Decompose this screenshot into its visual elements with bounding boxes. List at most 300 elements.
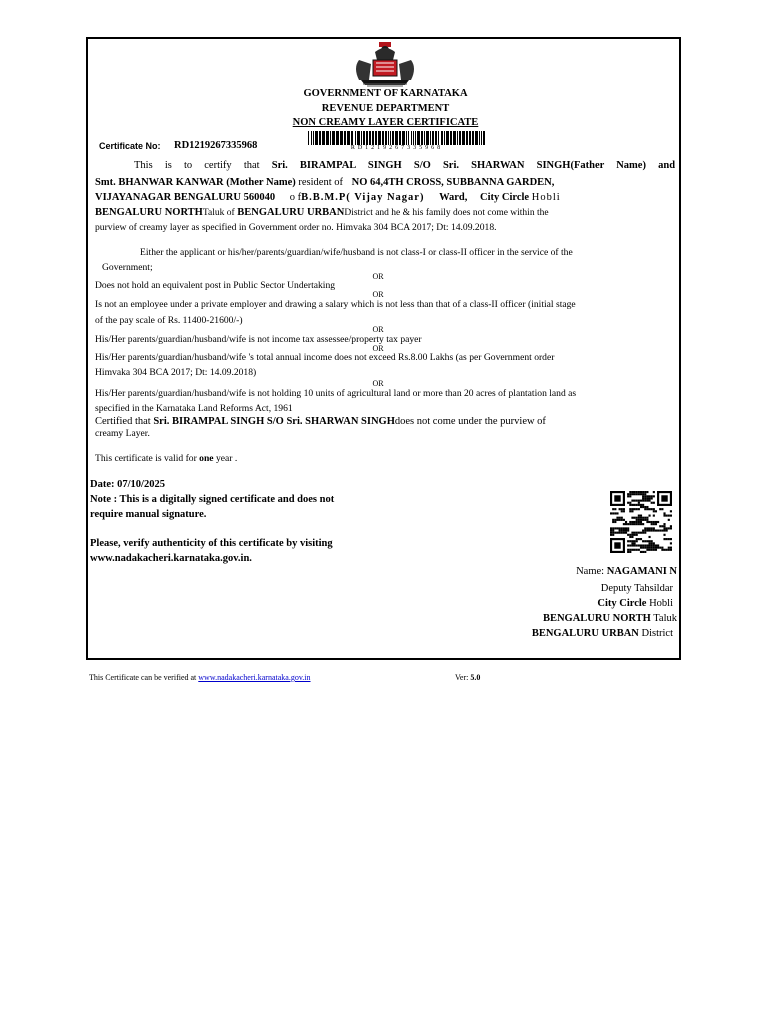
qr-module [646, 497, 648, 499]
certified-line2: creamy Layer. [95, 428, 150, 439]
qr-module [659, 547, 661, 549]
intro-text: This is to certify that [134, 160, 260, 171]
qr-module [659, 525, 661, 527]
applicant-name: Sri. BIRAMPAL SINGH [271, 160, 402, 171]
qr-module [636, 517, 638, 519]
barcode-bar [375, 131, 377, 145]
para1-line4 [95, 207, 675, 219]
qr-module [634, 523, 636, 525]
verify-line2: www.nadakacheri.karnataka.gov.in. [90, 553, 252, 564]
qr-module [629, 504, 631, 506]
signatory-taluk-line [543, 613, 677, 625]
barcode-caption: RD1219267335968 [350, 145, 444, 151]
qr-module [627, 544, 629, 546]
qr-module [638, 517, 640, 519]
qr-module [670, 525, 672, 527]
qr-module [663, 549, 665, 551]
qr-module [623, 519, 625, 521]
signatory-taluk: BENGALURU NORTH [542, 613, 651, 624]
qr-module [663, 515, 665, 517]
qr-module [644, 519, 646, 521]
certified-tail: does not come under the purview of [394, 416, 546, 427]
barcode-bar [446, 131, 449, 145]
qr-module [610, 534, 612, 536]
para1-line5: purview of creamy layer as specified in Government order no. Himvaka 304 BCA 2017; Dt: 14.09.2018. [95, 222, 497, 233]
barcode-bar [421, 131, 423, 145]
barcode-bar [319, 131, 321, 145]
signatory-hobli-line [597, 598, 673, 610]
qr-module [638, 504, 640, 506]
qr-module [621, 517, 623, 519]
validity-post: year . [215, 453, 238, 464]
qr-module [644, 500, 646, 502]
qr-module [631, 517, 633, 519]
qr-module [629, 544, 631, 546]
page-footer [89, 673, 311, 682]
qr-module [614, 508, 616, 510]
barcode-bar [347, 131, 350, 145]
qr-module [655, 544, 657, 546]
qr-module [648, 542, 650, 544]
qr-module [638, 519, 640, 521]
qr-module [661, 525, 663, 527]
qr-module [623, 508, 625, 510]
qr-module [646, 506, 648, 508]
qr-module [625, 529, 627, 531]
barcode-bar [361, 131, 362, 145]
barcode-bar [402, 131, 405, 145]
qr-finder [614, 495, 620, 501]
or-separator: OR [372, 272, 384, 281]
qr-module [651, 523, 653, 525]
qr-module [636, 549, 638, 551]
qr-module [627, 495, 629, 497]
qr-module [653, 529, 655, 531]
barcode-bar [444, 131, 445, 145]
qr-module [631, 536, 633, 538]
qr-module [651, 521, 653, 523]
or-separator: OR [372, 325, 384, 334]
barcode-bar [378, 131, 381, 145]
qr-module [627, 523, 629, 525]
qr-module [651, 529, 653, 531]
issue-date: Date: 07/10/2025 [90, 479, 165, 490]
para1-line1 [134, 160, 675, 172]
qr-module [644, 532, 646, 534]
validity-duration: one [199, 453, 214, 464]
certificate-no-label: Certificate No: [99, 141, 161, 151]
barcode-bar [340, 131, 343, 145]
barcode-bar [388, 131, 389, 145]
qr-module [636, 491, 638, 493]
qr-module [666, 529, 668, 531]
barcode-bar [483, 131, 485, 145]
barcode-bar [313, 131, 314, 145]
qr-module [651, 497, 653, 499]
qr-module [616, 512, 618, 514]
qr-module [640, 521, 642, 523]
qr-module [648, 547, 650, 549]
qr-module [651, 502, 653, 504]
signatory-district: BENGALURU URBAN [531, 628, 639, 639]
qr-module [634, 508, 636, 510]
qr-module [638, 500, 640, 502]
qr-module [640, 515, 642, 517]
qr-module [646, 500, 648, 502]
para1-line2 [95, 177, 675, 189]
qr-module [646, 491, 648, 493]
qr-module [638, 549, 640, 551]
qr-module [614, 527, 616, 529]
qr-finder [610, 538, 612, 553]
qr-module [634, 500, 636, 502]
barcode-bar [390, 131, 391, 145]
qr-module [619, 527, 621, 529]
certificate-title: NON CREAMY LAYER CERTIFICATE [292, 117, 479, 128]
qr-module [651, 527, 653, 529]
hobli-name: City Circle [480, 192, 530, 203]
qr-module [629, 536, 631, 538]
qr-module [627, 549, 629, 551]
qr-module [638, 538, 640, 540]
qr-module [610, 512, 612, 514]
qr-module [646, 508, 648, 510]
qr-module [627, 551, 629, 553]
barcode-bar [417, 131, 420, 145]
qr-module [666, 515, 668, 517]
qr-module [640, 517, 642, 519]
so-text: S/O [413, 160, 431, 171]
or-separator: OR [372, 290, 384, 299]
barcode-bar [413, 131, 414, 145]
verification-link[interactable]: www.nadakacheri.karnataka.gov.in [198, 673, 311, 682]
qr-module [646, 549, 648, 551]
barcode-bar [315, 131, 318, 145]
qr-module [621, 510, 623, 512]
qr-module [610, 527, 612, 529]
qr-module [651, 549, 653, 551]
qr-module [663, 534, 665, 536]
barcode-bar [366, 131, 368, 145]
qr-module [631, 523, 633, 525]
barcode-bar [308, 131, 309, 145]
certificate-frame [86, 37, 681, 660]
qr-module [636, 523, 638, 525]
qr-module [614, 512, 616, 514]
qr-module [631, 542, 633, 544]
qr-module [653, 547, 655, 549]
qr-module [646, 540, 648, 542]
qr-module [655, 529, 657, 531]
qr-module [638, 515, 640, 517]
qr-module [657, 547, 659, 549]
qr-module [634, 544, 636, 546]
qr-module [631, 508, 633, 510]
qr-module [638, 508, 640, 510]
qr-module [644, 508, 646, 510]
barcode-bar [481, 131, 482, 145]
qr-module [625, 527, 627, 529]
qr-module [644, 506, 646, 508]
qr-module [642, 491, 644, 493]
barcode-bar [415, 131, 416, 145]
barcode-bar [392, 131, 394, 145]
qr-module [636, 534, 638, 536]
qr-module [644, 497, 646, 499]
qr-module [648, 508, 650, 510]
signatory-hobli: City Circle [597, 598, 647, 609]
qr-module [636, 504, 638, 506]
signatory-taluk-label: Taluk [653, 613, 677, 624]
para2-line1: Either the applicant or his/her/parents/guardian/wife/husband is not class-I or class-II officer in the service of the [140, 247, 573, 258]
qr-module [642, 532, 644, 534]
district-name: BENGALURU URBAN [237, 207, 345, 218]
qr-module [636, 544, 638, 546]
qr-module [653, 542, 655, 544]
qr-module [634, 517, 636, 519]
qr-module [653, 549, 655, 551]
qr-finder [657, 491, 659, 506]
note-line2: require manual signature. [90, 509, 207, 520]
qr-module [663, 525, 665, 527]
qr-module [648, 549, 650, 551]
qr-module [614, 521, 616, 523]
qr-module [655, 521, 657, 523]
qr-module [659, 529, 661, 531]
qr-module [621, 527, 623, 529]
qr-module [663, 523, 665, 525]
qr-module [612, 532, 614, 534]
qr-module [653, 544, 655, 546]
qr-module [631, 500, 633, 502]
qr-module [634, 493, 636, 495]
barcode-bar [326, 131, 329, 145]
barcode-bar [469, 131, 471, 145]
qr-module [634, 549, 636, 551]
footer-verify-text: This Certificate can be verified at [89, 673, 197, 682]
certified-line1 [95, 416, 675, 428]
qr-module [661, 549, 663, 551]
qr-module [634, 540, 636, 542]
taluk-label: Taluk of [202, 208, 235, 218]
verify-line1: Please, verify authenticity of this certificate by visiting [90, 538, 333, 549]
qr-module [651, 542, 653, 544]
barcode-bar [435, 131, 437, 145]
qr-module [640, 547, 642, 549]
qr-module [646, 519, 648, 521]
qr-module [648, 515, 650, 517]
qr-module [627, 502, 629, 504]
qr-module [653, 491, 655, 493]
qr-module [646, 529, 648, 531]
qr-module [668, 527, 670, 529]
qr-module [670, 549, 672, 551]
barcode-bar [382, 131, 384, 145]
qr-code-graphic [610, 491, 672, 553]
qr-module [629, 549, 631, 551]
note-line1: Note : This is a digitally signed certificate and does not [90, 494, 335, 505]
qr-module [657, 529, 659, 531]
govt-heading: GOVERNMENT OF KARNATAKA [303, 88, 468, 99]
barcode-bar [475, 131, 478, 145]
qr-module [634, 534, 636, 536]
qr-module [629, 523, 631, 525]
qr-module [638, 491, 640, 493]
qr-finder [610, 491, 612, 506]
version-info [455, 673, 480, 682]
condition-1: Does not hold an equivalent post in Public Sector Undertaking [95, 280, 336, 291]
qr-module [646, 495, 648, 497]
qr-module [653, 495, 655, 497]
qr-module [642, 500, 644, 502]
qr-module [631, 521, 633, 523]
para2-line2: Government; [102, 262, 153, 273]
taluk-name: BENGALURU NORTH [95, 207, 203, 218]
qr-module [644, 544, 646, 546]
qr-module [638, 544, 640, 546]
hobli-label: Hobli [531, 192, 561, 203]
qr-module [631, 510, 633, 512]
qr-module [634, 532, 636, 534]
qr-module [612, 521, 614, 523]
condition-4-line2: Himvaka 304 BCA 2017; Dt: 14.09.2018) [95, 367, 257, 378]
qr-module [636, 519, 638, 521]
qr-module [666, 527, 668, 529]
qr-module [642, 547, 644, 549]
qr-module [661, 508, 663, 510]
qr-module [642, 540, 644, 542]
qr-module [636, 508, 638, 510]
qr-module [653, 515, 655, 517]
barcode-bar [408, 131, 409, 145]
qr-module [634, 504, 636, 506]
qr-module [670, 515, 672, 517]
qr-finder [610, 551, 625, 553]
qr-module [631, 491, 633, 493]
qr-module [661, 547, 663, 549]
address-line2: VIJAYANAGAR BENGALURU 560040 [95, 192, 276, 203]
qr-module [634, 521, 636, 523]
qr-module [640, 532, 642, 534]
barcode-bar [457, 131, 458, 145]
district-tail: District and he & his family does not come within the [344, 208, 549, 218]
qr-module [640, 523, 642, 525]
qr-module [623, 529, 625, 531]
barcode-bar [395, 131, 398, 145]
barcode-bar [357, 131, 360, 145]
qr-module [640, 551, 642, 553]
qr-module [659, 508, 661, 510]
barcode-bar [453, 131, 456, 145]
qr-module [648, 495, 650, 497]
qr-finder [661, 495, 667, 501]
qr-module [648, 521, 650, 523]
qr-module [640, 538, 642, 540]
condition-3: His/Her parents/guardian/husband/wife is not income tax assessee/property tax payer [95, 334, 422, 345]
barcode-bar [430, 131, 431, 145]
qr-finder [623, 538, 625, 553]
qr-module [629, 491, 631, 493]
barcode-bar [332, 131, 335, 145]
condition-5-line1: His/Her parents/guardian/husband/wife is not holding 10 units of agricultural land or more than 20 acres of plantation land as [95, 388, 577, 399]
ward-label: Ward, [439, 192, 468, 203]
qr-module [657, 521, 659, 523]
qr-module [640, 544, 642, 546]
qr-module [642, 504, 644, 506]
qr-module [623, 523, 625, 525]
validity-line [95, 453, 237, 465]
qr-module [640, 519, 642, 521]
qr-module [612, 529, 614, 531]
qr-module [657, 544, 659, 546]
qr-module [621, 529, 623, 531]
validity-pre: This certificate is valid for [95, 453, 197, 464]
signatory-district-line [532, 628, 673, 640]
qr-module [619, 532, 621, 534]
qr-module [636, 493, 638, 495]
barcode-bar [355, 131, 356, 145]
signatory-district-label: District [641, 628, 673, 639]
qr-module [631, 493, 633, 495]
or-separator: OR [372, 379, 384, 388]
qr-module [661, 529, 663, 531]
barcode-bar [432, 131, 434, 145]
signatory-hobli-label: Hobli [649, 598, 673, 609]
qr-module [629, 521, 631, 523]
qr-module [610, 532, 612, 534]
qr-module [616, 517, 618, 519]
ward-name: B.B.M.P( Vijay Nagar) [301, 192, 425, 203]
version-value: 5.0 [470, 673, 481, 682]
qr-module [619, 517, 621, 519]
qr-module [644, 540, 646, 542]
qr-finder [610, 491, 625, 493]
qr-module [631, 532, 633, 534]
qr-module [653, 523, 655, 525]
qr-module [646, 547, 648, 549]
address-line1: NO 64,4TH CROSS, SUBBANNA GARDEN, [351, 177, 555, 188]
qr-module [648, 529, 650, 531]
qr-module [653, 521, 655, 523]
qr-module [619, 529, 621, 531]
certified-name: Sri. BIRAMPAL SINGH S/O Sri. SHARWAN SINGH [153, 416, 395, 427]
qr-module [631, 540, 633, 542]
certificate-no-value: RD1219267335968 [174, 140, 258, 151]
qr-module [642, 519, 644, 521]
qr-module [668, 515, 670, 517]
qr-module [638, 502, 640, 504]
qr-finder [623, 491, 625, 506]
qr-module [623, 510, 625, 512]
barcode-bar [363, 131, 365, 145]
condition-4-line1: His/Her parents/guardian/husband/wife 's total annual income does not exceed Rs.8.00 Lakhs (as per Government order [95, 352, 555, 363]
qr-module [640, 504, 642, 506]
qr-finder [610, 504, 625, 506]
condition-2-line1: Is not an employee under a private employer and drawing a salary which is not less than that of a class-II officer (initial stage [95, 299, 576, 310]
qr-module [642, 493, 644, 495]
qr-code [610, 491, 672, 553]
qr-module [623, 527, 625, 529]
state-emblem-icon [351, 40, 419, 88]
qr-module [642, 517, 644, 519]
or-separator: OR [372, 344, 384, 353]
qr-finder [610, 538, 625, 540]
qr-module [644, 527, 646, 529]
qr-module [663, 529, 665, 531]
qr-module [670, 538, 672, 540]
qr-finder [614, 542, 620, 548]
qr-module [640, 493, 642, 495]
